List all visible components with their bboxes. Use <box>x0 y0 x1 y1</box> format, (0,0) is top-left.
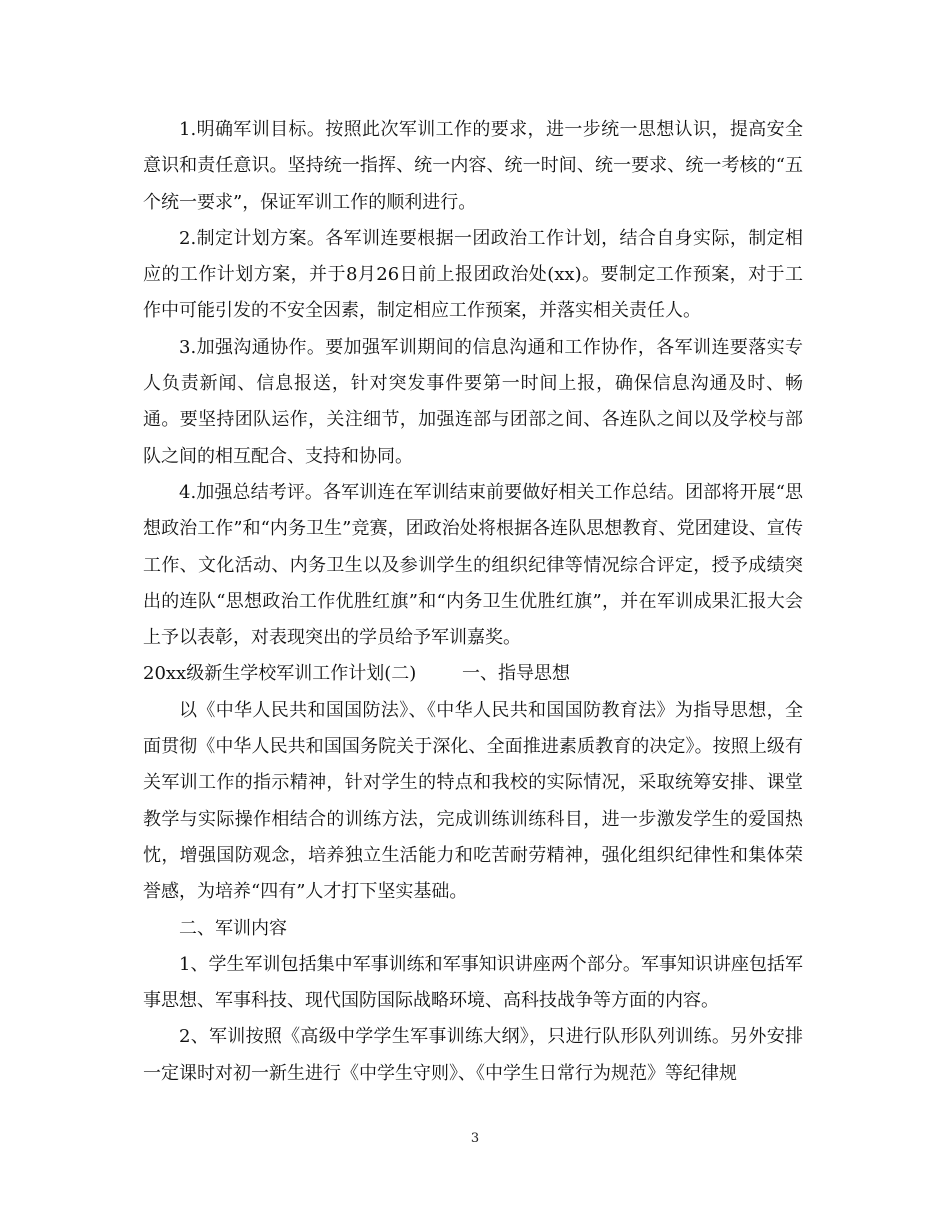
page-number: 3 <box>470 1131 480 1146</box>
section-heading-line <box>143 656 803 692</box>
paragraph-training-content-1: 1、学生军训包括集中军事训练和军事知识讲座两个部分。军事知识讲座包括军事思想、军事科技、现代国防国际战略环境、高科技战争等方面的内容。 <box>143 953 803 1012</box>
section-heading-training-content: 二、军训内容 <box>179 917 287 939</box>
paragraph-training-content-2: 2、军训按照《高级中学学生军事训练大纲》，只进行队形队列训练。另外安排一定课时对初一新生进行《中学生守则》、《中学生日常行为规范》等纪律规 <box>143 1026 803 1084</box>
paragraph-1: 1.明确军训目标。按照此次军训工作的要求，进一步统一思想认识，提高安全意识和责任意识。坚持统一指挥、统一内容、统一时间、统一要求、统一考核的“五个统一要求”，保证军训工作的顺利进行。 <box>143 119 803 213</box>
paragraph-4: 4.加强总结考评。各军训连在军训结束前要做好相关工作总结。团部将开展“思想政治工作”和“内务卫生”竞赛，团政治处将根据各连队思想教育、党团建设、宣传工作、文化活动、内务卫生以及参训学生的组织纪律等情况综合评定，授予成绩突出的连队“思想政治工作优胜红旗”和“内务卫生优胜红旗”，并在军训成果汇报大会上予以表彰，对表现突出的学员给予军训嘉奖。 <box>143 481 803 649</box>
section-heading-guiding-ideology: 一、指导思想 <box>462 663 571 685</box>
paragraph-guiding-ideology: 以《中华人民共和国国防法》、《中华人民共和国国防教育法》为指导思想，全面贯彻《中华人民共和国国务院关于深化、全面推进素质教育的决定》。按照上级有关军训工作的指示精神，针对学生的特点和我校的实际情况，采取统筹安排、课堂教学与实际操作相结合的训练方法，完成训练训练科目，进一步激发学生的爱国热忱，增强国防观念，培养独立生活能力和吃苦耐劳精神，强化组织纪律性和集体荣誉感，为培养“四有”人才打下坚实基础。 <box>143 699 803 903</box>
paragraph-3: 3.加强沟通协作。要加强军训期间的信息沟通和工作协作，各军训连要落实专人负责新闻、信息报送，针对突发事件要第一时间上报，确保信息沟通及时、畅通。要坚持团队运作，关注细节，加强连部与团部之间、各连队之间以及学校与部队之间的相互配合、支持和协同。 <box>143 336 803 467</box>
paragraph-2: 2.制定计划方案。各军训连要根据一团政治工作计划，结合自身实际，制定相应的工作计划方案，并于8月26日前上报团政治处(xx)。要制定工作预案，对于工作中可能引发的不安全因素，制定相应工作预案，并落实相关责任人。 <box>143 227 803 322</box>
plan-title: 20xx级新生学校军训工作计划(二) <box>143 663 417 685</box>
document-body <box>143 112 803 1092</box>
